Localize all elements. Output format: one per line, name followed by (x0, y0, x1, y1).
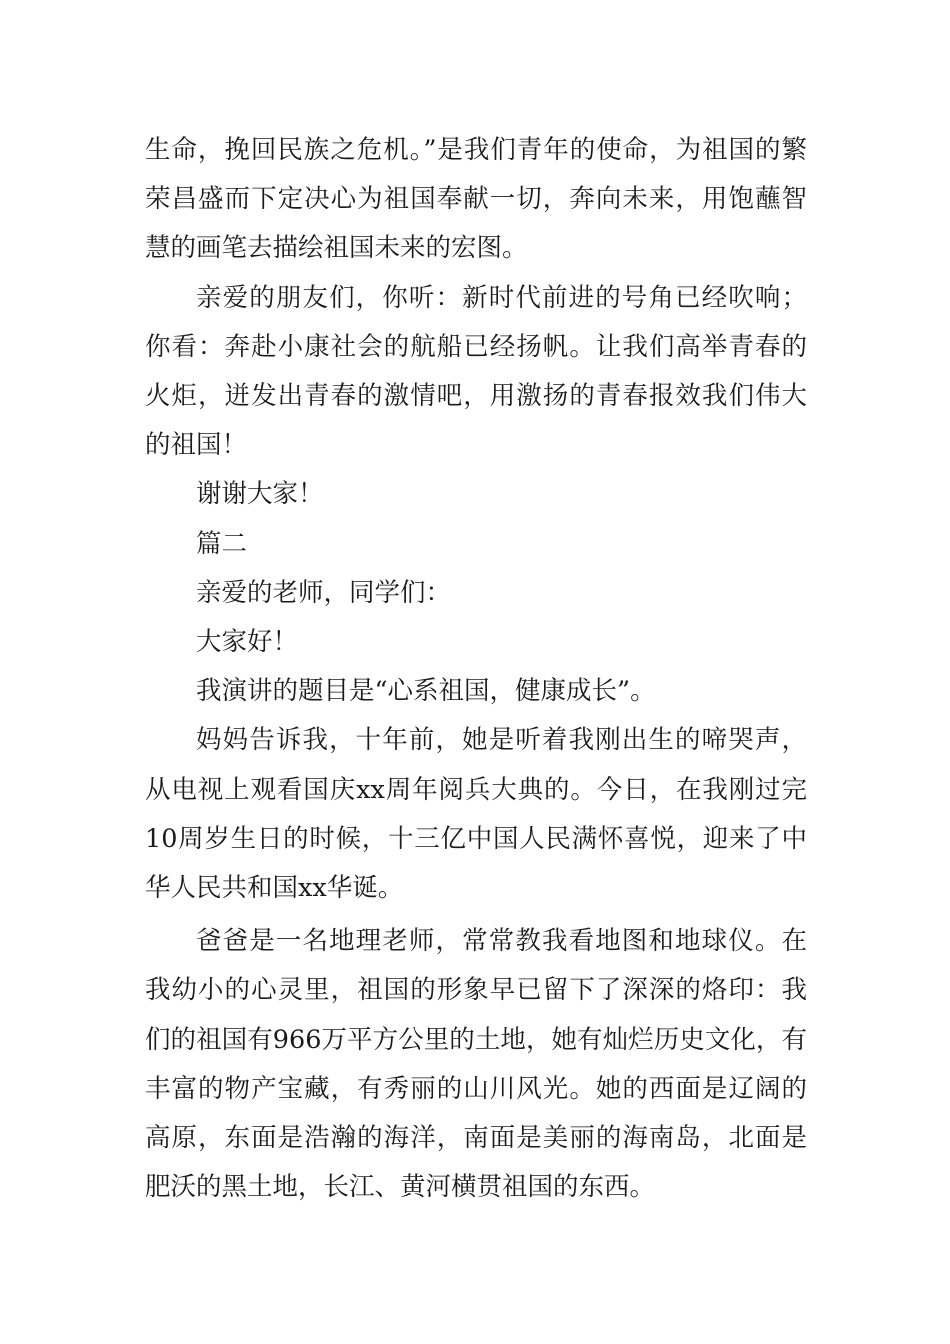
section-heading: 篇二 (196, 528, 248, 559)
paragraph-topic: 我演讲的题目是“心系祖国，健康成长”。 (196, 676, 656, 707)
document-body (145, 126, 807, 1212)
paragraph-salutation: 亲爱的老师，同学们： (196, 577, 452, 608)
paragraph-mother: 妈妈告诉我，十年前，她是听着我刚出生的啼哭声，从电视上观看国庆xx周年阅兵大典的。今日，在我刚过完10周岁生日的时候，十三亿中国人民满怀喜悦，迎来了中华人民共和国xx华诞。 (145, 725, 807, 904)
paragraph-father: 爸爸是一名地理老师，常常教我看地图和地球仪。在我幼小的心灵里，祖国的形象早已留下了深深的烙印：我们的祖国有966万平方公里的土地，她有灿烂历史文化，有丰富的物产宝藏，有秀丽的山川风光。她的西面是辽阔的高原，东面是浩瀚的海洋，南面是美丽的海南岛，北面是肥沃的黑土地，长江、黄河横贯祖国的东西。 (145, 926, 807, 1203)
paragraph-continuation: 生命，挽回民族之危机。”是我们青年的使命，为祖国的繁荣昌盛而下定决心为祖国奉献一切，奔向未来，用饱蘸智慧的画笔去描绘祖国未来的宏图。 (145, 135, 807, 264)
paragraph-greeting: 大家好！ (196, 627, 299, 658)
paragraph-friends: 亲爱的朋友们，你听：新时代前进的号角已经吹响；你看：奔赴小康社会的航船已经扬帆。让我们高举青春的火炬，迸发出青春的激情吧，用激扬的青春报效我们伟大的祖国！ (145, 282, 807, 461)
paragraph-thanks: 谢谢大家！ (196, 479, 324, 510)
